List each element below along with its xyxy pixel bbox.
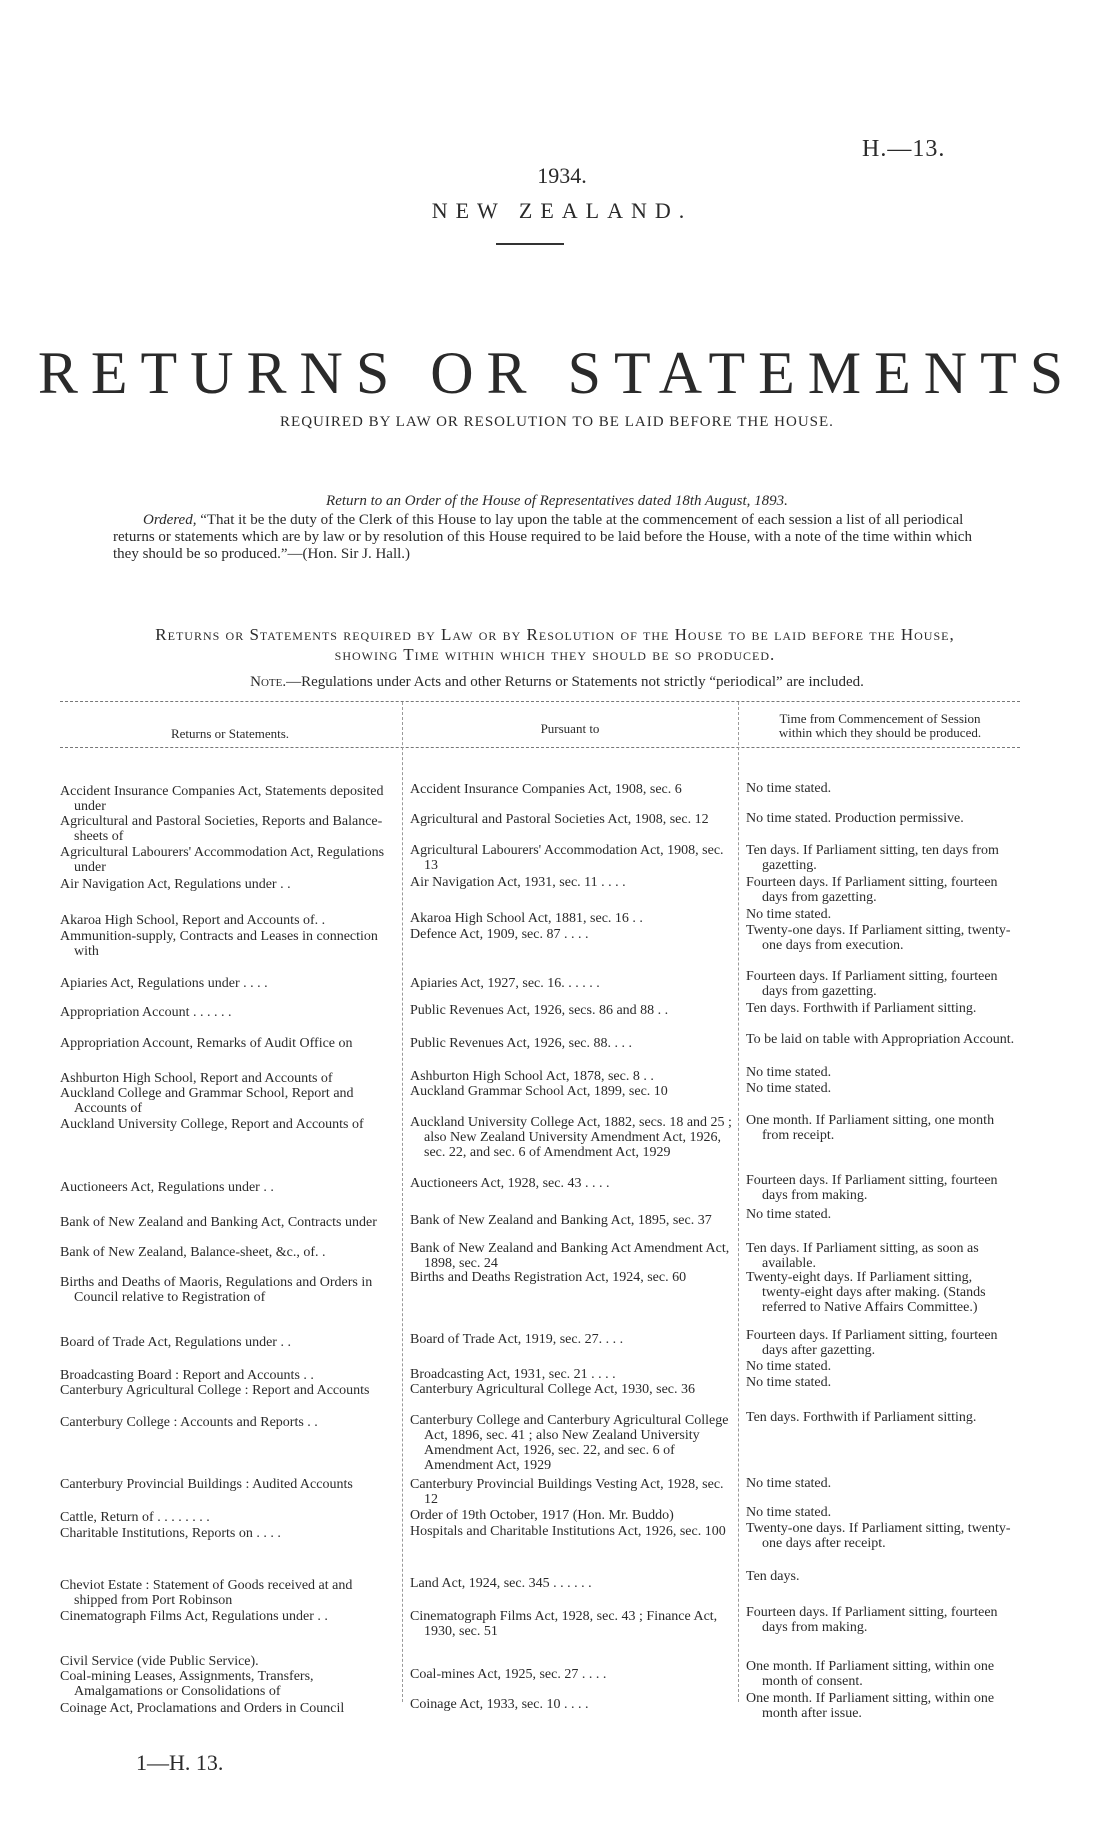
- row-4-pursuant: Air Navigation Act, 1931, sec. 11 . . . .: [410, 875, 626, 890]
- row-9-time: To be laid on table with Appropriation Account.: [746, 1032, 1015, 1047]
- page-signature: 1—H. 13.: [136, 1750, 224, 1775]
- row-21-returns: Canterbury Provincial Buildings : Audited Accounts: [60, 1477, 353, 1492]
- row-14-time: No time stated.: [746, 1207, 832, 1222]
- row-6-returns: Ammunition-supply, Contracts and Leases in connection with: [60, 929, 378, 959]
- column-header-time-line2: within which they should be produced.: [778, 725, 982, 740]
- row-11-returns: Auckland College and Grammar School, Report and Accounts of: [60, 1086, 354, 1116]
- row-28-time: One month. If Parliament sitting, within one month after issue.: [746, 1691, 995, 1721]
- row-17-pursuant: Board of Trade Act, 1919, sec. 27. . . .: [410, 1332, 624, 1347]
- row-28-pursuant: Coinage Act, 1933, sec. 10 . . . .: [410, 1697, 589, 1712]
- main-title: RETURNS OR STATEMENTS: [37, 340, 1077, 406]
- row-23-returns: Charitable Institutions, Reports on . . . .: [60, 1526, 281, 1541]
- row-4-returns: Air Navigation Act, Regulations under . .: [60, 877, 291, 892]
- row-1-returns: Accident Insurance Companies Act, Statements deposited under: [60, 784, 384, 814]
- row-15-returns: Bank of New Zealand, Balance-sheet, &c., of. .: [60, 1245, 326, 1260]
- row-24-returns: Cheviot Estate : Statement of Goods received at and shipped from Port Robinson: [60, 1578, 353, 1608]
- row-14-returns: Bank of New Zealand and Banking Act, Contracts under: [60, 1215, 377, 1230]
- column-header-returns: Returns or Statements.: [170, 726, 290, 741]
- row-28-returns: Coinage Act, Proclamations and Orders in Council: [60, 1701, 345, 1716]
- row-27-time: One month. If Parliament sitting, within one month of consent.: [746, 1659, 995, 1689]
- row-18-returns: Broadcasting Board : Report and Accounts . .: [60, 1368, 314, 1383]
- column-header-time: [740, 712, 1020, 740]
- row-1-time: No time stated.: [746, 781, 832, 796]
- order-text: “That it be the duty of the Clerk of this House to lay upon the table at the commencement of each session a list of all periodical returns or statements which are by law or by resolution of this House required to be laid before the House, with a note of the time within which they should be so produced.”—(Hon. Sir J. Hall.): [113, 512, 972, 562]
- header-divider: [496, 243, 564, 245]
- row-9-pursuant: Public Revenues Act, 1926, sec. 88. . . .: [410, 1036, 633, 1051]
- row-21-time: No time stated.: [746, 1476, 832, 1491]
- row-26-returns: Civil Service (vide Public Service).: [60, 1654, 259, 1669]
- row-5-returns: Akaroa High School, Report and Accounts of. .: [60, 913, 326, 928]
- order-reference: Return to an Order of the House of Representatives dated 18th August, 1893.: [326, 493, 788, 509]
- row-9-returns: Appropriation Account, Remarks of Audit Office on: [60, 1036, 353, 1051]
- row-22-time: No time stated.: [746, 1505, 832, 1520]
- row-19-time: No time stated.: [746, 1375, 832, 1390]
- table-header-rule: [60, 747, 1020, 748]
- row-19-pursuant: Canterbury Agricultural College Act, 1930, sec. 36: [410, 1382, 695, 1397]
- column-header-pursuant: Pursuant to: [540, 721, 600, 736]
- row-25-time: Fourteen days. If Parliament sitting, fourteen days from making.: [746, 1605, 998, 1635]
- note-text: —Regulations under Acts and other Returns or Statements not strictly “periodical” are included.: [286, 674, 864, 690]
- order-paragraph: [113, 512, 973, 563]
- row-5-pursuant: Akaroa High School Act, 1881, sec. 16 . .: [410, 911, 643, 926]
- row-25-pursuant: Cinematograph Films Act, 1928, sec. 43 ; Finance Act, 1930, sec. 51: [410, 1609, 718, 1639]
- row-13-time: Fourteen days. If Parliament sitting, fourteen days from making.: [746, 1173, 998, 1203]
- row-6-pursuant: Defence Act, 1909, sec. 87 . . . .: [410, 927, 589, 942]
- row-23-time: Twenty-one days. If Parliament sitting, twenty-one days after receipt.: [746, 1521, 1011, 1551]
- row-12-time: One month. If Parliament sitting, one month from receipt.: [746, 1113, 995, 1143]
- row-10-time: No time stated.: [746, 1065, 832, 1080]
- row-5-time: No time stated.: [746, 907, 832, 922]
- row-8-returns: Appropriation Account . . . . . .: [60, 1005, 232, 1020]
- row-23-pursuant: Hospitals and Charitable Institutions Act, 1926, sec. 100: [410, 1524, 726, 1539]
- row-11-time: No time stated.: [746, 1081, 832, 1096]
- row-1-pursuant: Accident Insurance Companies Act, 1908, sec. 6: [410, 782, 682, 797]
- column-header-time-line1: Time from Commencement of Session: [779, 711, 981, 726]
- main-subtitle: REQUIRED BY LAW OR RESOLUTION TO BE LAID BEFORE THE HOUSE.: [280, 414, 834, 430]
- row-24-time: Ten days.: [746, 1569, 800, 1584]
- row-6-time: Twenty-one days. If Parliament sitting, twenty-one days from execution.: [746, 923, 1011, 953]
- row-27-pursuant: Coal-mines Act, 1925, sec. 27 . . . .: [410, 1667, 607, 1682]
- table-heading-line2: showing Time within which they should be so produced.: [334, 645, 776, 664]
- row-27-returns: Coal-mining Leases, Assignments, Transfers, Amalgamations or Consolidations of: [60, 1669, 314, 1699]
- row-14-pursuant: Bank of New Zealand and Banking Act, 1895, sec. 37: [410, 1213, 712, 1228]
- row-12-pursuant: Auckland University College Act, 1882, secs. 18 and 25 ; also New Zealand University Amendment Act, 1926, sec. 22, and sec. 6 of Amendment Act, 1929: [410, 1115, 732, 1160]
- row-17-returns: Board of Trade Act, Regulations under . .: [60, 1335, 291, 1350]
- row-16-time: Twenty-eight days. If Parliament sitting, twenty-eight days after making. (Stands referred to Native Affairs Committee.): [746, 1270, 986, 1315]
- row-8-pursuant: Public Revenues Act, 1926, secs. 86 and 88 . .: [410, 1003, 669, 1018]
- row-16-returns: Births and Deaths of Maoris, Regulations and Orders in Council relative to Registration of: [60, 1275, 373, 1305]
- row-13-returns: Auctioneers Act, Regulations under . .: [60, 1180, 274, 1195]
- ordered-word: Ordered,: [143, 512, 197, 528]
- table-note: [0, 674, 1114, 691]
- column-divider-2: [738, 702, 739, 1702]
- row-17-time: Fourteen days. If Parliament sitting, fourteen days after gazetting.: [746, 1328, 998, 1358]
- country-heading: NEW ZEALAND.: [431, 198, 693, 223]
- row-20-returns: Canterbury College : Accounts and Reports . .: [60, 1415, 318, 1430]
- row-20-pursuant: Canterbury College and Canterbury Agricultural College Act, 1896, sec. 41 ; also New Zealand University Amendment Act, 1926, sec. 22, and sec. 6 of Amendment Act, 1929: [410, 1413, 729, 1473]
- row-3-pursuant: Agricultural Labourers' Accommodation Act, 1908, sec. 13: [410, 843, 724, 873]
- table-heading: [80, 625, 1030, 665]
- row-11-pursuant: Auckland Grammar School Act, 1899, sec. 10: [410, 1084, 668, 1099]
- row-18-pursuant: Broadcasting Act, 1931, sec. 21 . . . .: [410, 1367, 616, 1382]
- row-22-returns: Cattle, Return of . . . . . . . .: [60, 1510, 210, 1525]
- row-3-time: Ten days. If Parliament sitting, ten days from gazetting.: [746, 843, 999, 873]
- row-15-time: Ten days. If Parliament sitting, as soon as available.: [746, 1241, 979, 1271]
- row-3-returns: Agricultural Labourers' Accommodation Act, Regulations under: [60, 845, 385, 875]
- row-7-time: Fourteen days. If Parliament sitting, fourteen days from gazetting.: [746, 969, 998, 999]
- row-19-returns: Canterbury Agricultural College : Report and Accounts: [60, 1383, 370, 1398]
- row-18-time: No time stated.: [746, 1359, 832, 1374]
- row-24-pursuant: Land Act, 1924, sec. 345 . . . . . .: [410, 1576, 592, 1591]
- row-22-pursuant: Order of 19th October, 1917 (Hon. Mr. Buddo): [410, 1508, 674, 1523]
- row-7-pursuant: Apiaries Act, 1927, sec. 16. . . . . .: [410, 976, 600, 991]
- document-year: 1934.: [537, 163, 587, 188]
- row-13-pursuant: Auctioneers Act, 1928, sec. 43 . . . .: [410, 1176, 610, 1191]
- row-16-pursuant: Births and Deaths Registration Act, 1924, sec. 60: [410, 1270, 687, 1285]
- document-code: H.—13.: [862, 136, 946, 162]
- row-2-time: No time stated. Production permissive.: [746, 811, 964, 826]
- row-10-pursuant: Ashburton High School Act, 1878, sec. 8 . .: [410, 1069, 654, 1084]
- row-12-returns: Auckland University College, Report and Accounts of: [60, 1117, 364, 1132]
- row-25-returns: Cinematograph Films Act, Regulations under . .: [60, 1609, 328, 1624]
- row-20-time: Ten days. Forthwith if Parliament sitting.: [746, 1410, 977, 1425]
- table-heading-line1: Returns or Statements required by Law or by Resolution of the House to be laid before the House,: [155, 625, 955, 644]
- table-top-rule: [60, 701, 1020, 702]
- column-divider-1: [402, 702, 403, 1702]
- row-2-pursuant: Agricultural and Pastoral Societies Act, 1908, sec. 12: [410, 812, 709, 827]
- row-15-pursuant: Bank of New Zealand and Banking Act Amendment Act, 1898, sec. 24: [410, 1241, 730, 1271]
- row-21-pursuant: Canterbury Provincial Buildings Vesting Act, 1928, sec. 12: [410, 1477, 724, 1507]
- row-10-returns: Ashburton High School, Report and Accounts of: [60, 1071, 333, 1086]
- note-label: Note.: [250, 674, 287, 690]
- row-2-returns: Agricultural and Pastoral Societies, Reports and Balance-sheets of: [60, 814, 383, 844]
- row-4-time: Fourteen days. If Parliament sitting, fourteen days from gazetting.: [746, 875, 998, 905]
- row-8-time: Ten days. Forthwith if Parliament sitting.: [746, 1001, 977, 1016]
- row-7-returns: Apiaries Act, Regulations under . . . .: [60, 976, 268, 991]
